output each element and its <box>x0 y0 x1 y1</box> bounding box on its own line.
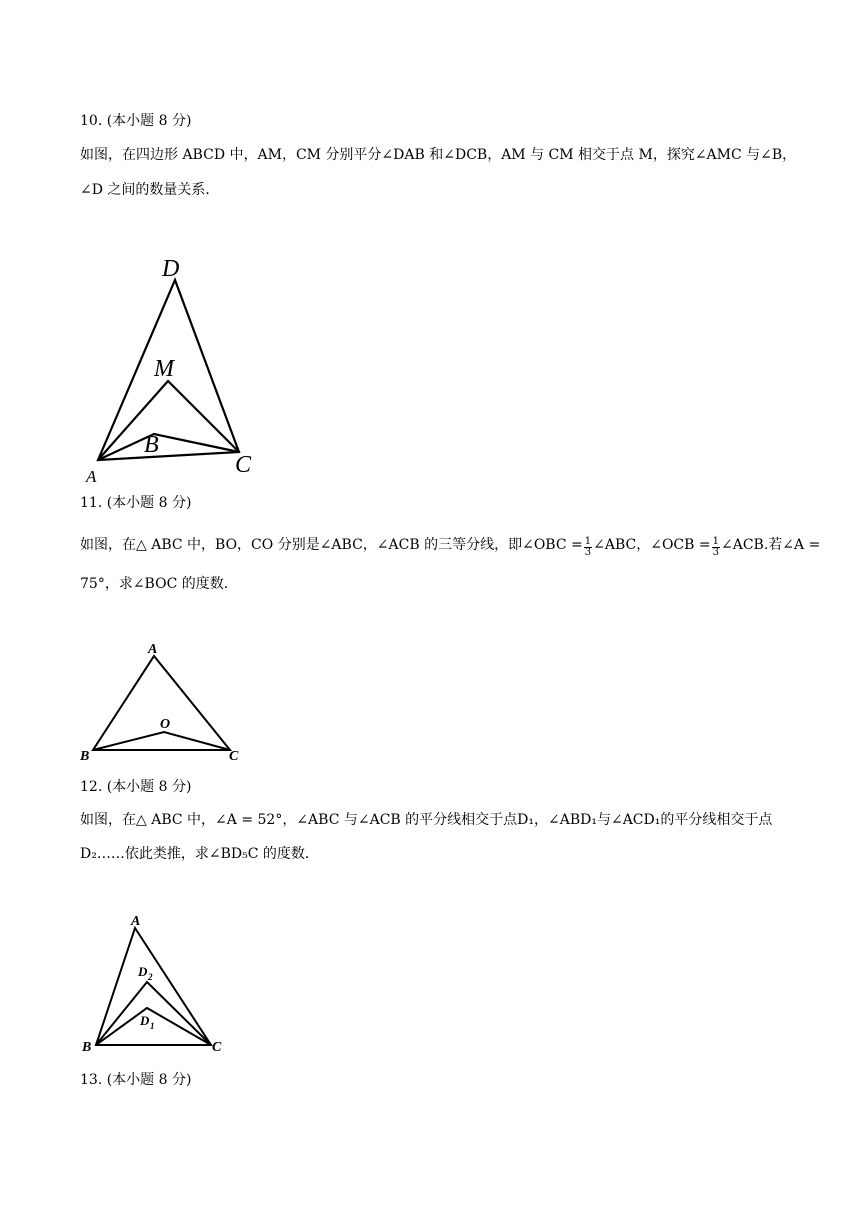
q10-heading: 10. (本小题 8 分) <box>80 113 192 129</box>
q10-label-b: B <box>144 432 159 458</box>
q11-fraction-2-num: 1 <box>712 536 719 547</box>
q11-label-o: O <box>160 717 171 732</box>
q11-fraction-2 <box>712 537 720 558</box>
q11-label-c: C <box>229 749 239 764</box>
q12-figure <box>78 908 238 1058</box>
q11-text-part-b: ∠ABC，∠OCB = <box>593 537 711 553</box>
q11-triangle-abc <box>93 656 230 750</box>
q11-fraction-1-den: 3 <box>584 547 592 558</box>
q11-fraction-2-den: 3 <box>712 547 719 558</box>
q12-text-line-1: 如图，在△ ABC 中，∠A = 52°，∠ABC 与∠ACB 的平分线相交于点D₁，∠ABD₁与∠ACD₁的平分线相交于点 <box>80 812 773 828</box>
q12-label-d2: D <box>138 964 148 979</box>
q10-label-a: A <box>86 467 97 484</box>
q10-label-m: M <box>154 356 174 382</box>
q12-label-c: C <box>212 1040 222 1055</box>
q12-label-d2-subscript: 2 <box>148 972 153 982</box>
q12-label-a: A <box>131 914 141 929</box>
q10-label-c: C <box>235 452 252 478</box>
q13-heading: 13. (本小题 8 分) <box>80 1072 192 1088</box>
q11-trisector-lines <box>93 732 230 750</box>
q11-label-b: B <box>80 749 90 764</box>
q12-label-d1-subscript: 1 <box>150 1021 155 1031</box>
q11-fraction-1-num: 1 <box>584 536 592 547</box>
q12-label-d1: D <box>140 1013 150 1028</box>
q11-label-a: A <box>148 642 158 657</box>
q10-text-line-2: ∠D 之间的数量关系． <box>80 182 220 198</box>
q12-heading: 12. (本小题 8 分) <box>80 779 192 795</box>
q11-text-line-2: 75°，求∠BOC 的度数． <box>80 576 238 592</box>
q11-text-part-c: ∠ACB.若∠A = <box>721 537 821 553</box>
q11-text-part-a: 如图，在△ ABC 中，BO，CO 分别是∠ABC，∠ACB 的三等分线，即∠OBC = <box>80 537 583 553</box>
q10-text-line-1: 如图，在四边形 ABCD 中，AM，CM 分别平分∠DAB 和∠DCB，AM 与 CM 相交于点 M，探究∠AMC 与∠B， <box>80 147 797 163</box>
q11-fraction-1 <box>584 537 592 558</box>
q12-text-line-2: D₂……依此类推，求∠BD₅C 的度数． <box>80 846 319 862</box>
q11-text-line-1 <box>80 535 820 558</box>
q11-figure <box>78 640 248 766</box>
q10-label-d: D <box>162 256 180 282</box>
q11-heading: 11. (本小题 8 分) <box>80 495 192 511</box>
q10-figure <box>80 248 270 484</box>
q12-label-b: B <box>82 1040 92 1055</box>
